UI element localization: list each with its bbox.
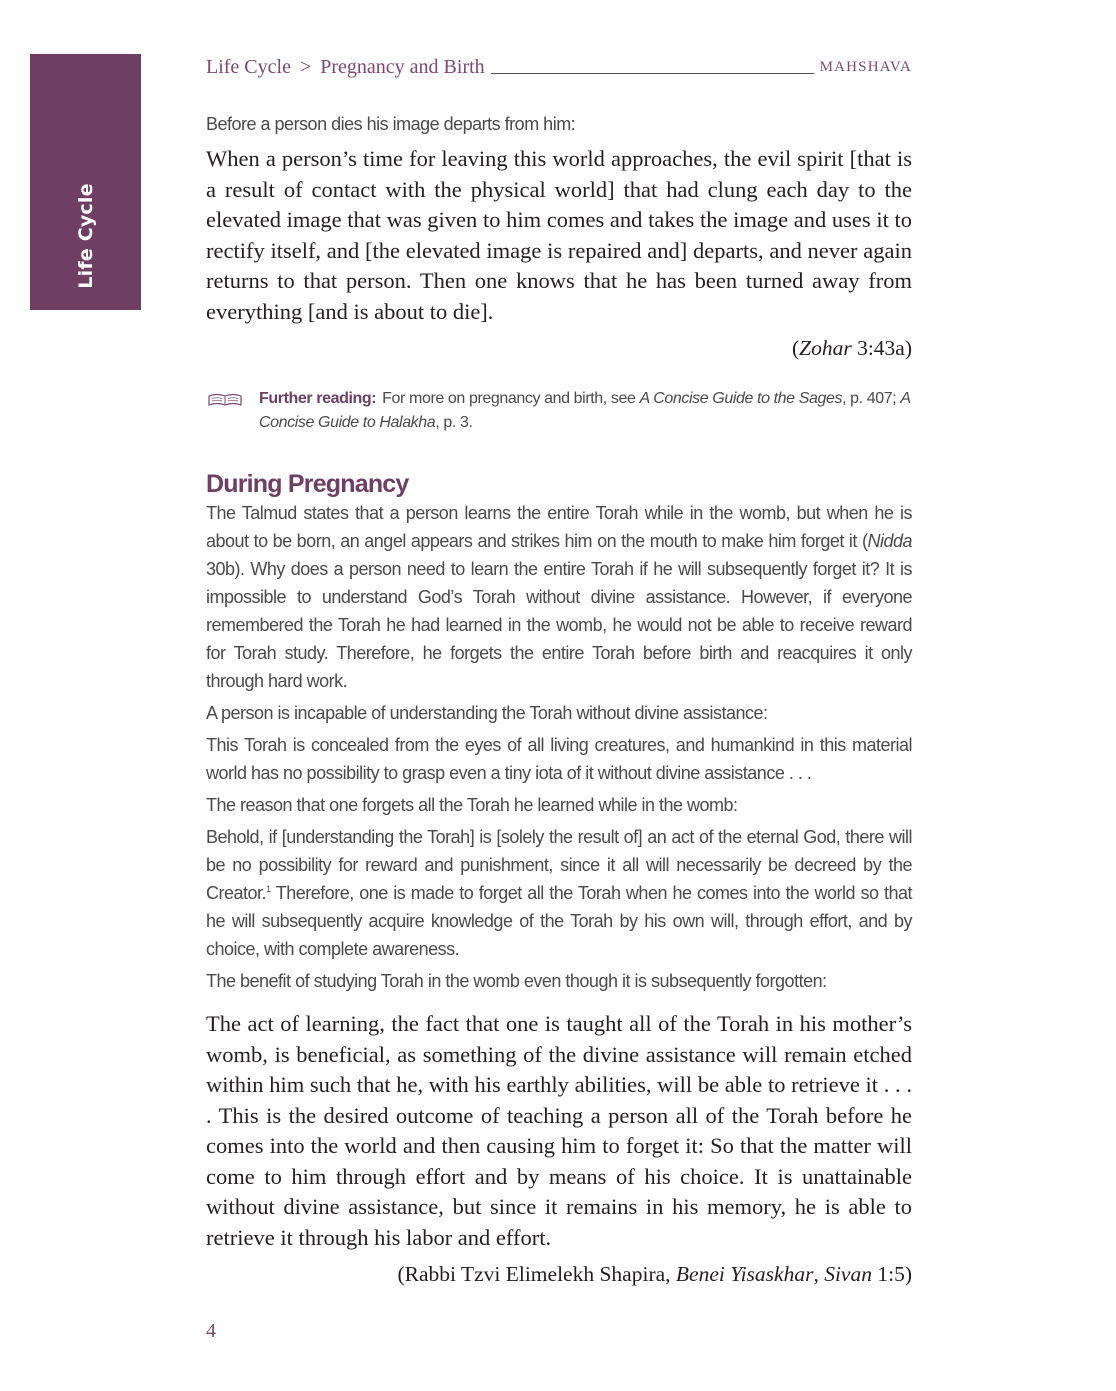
source-author: (Rabbi Tzvi Elimelekh Shapira,	[397, 1262, 676, 1286]
quoted-passage	[206, 823, 912, 963]
source-month: Sivan	[824, 1262, 872, 1286]
intro-text: A person is incapable of understanding the Torah without divine assistance:	[206, 703, 768, 723]
section-label: MAHSHAVA	[819, 59, 912, 75]
intro-text: The reason that one forgets all the Torah he learned while in the womb:	[206, 795, 738, 815]
footnote-marker[interactable]: 1	[266, 884, 271, 894]
breadcrumb	[206, 54, 485, 80]
further-reading-title-a[interactable]: A Concise Guide to the Sages	[639, 390, 843, 407]
running-header	[206, 54, 912, 80]
block-quote: The act of learning, the fact that one is taught all of the Torah in his mother’s womb, is beneficial, as something of the divine assistance will remain etched within him such that he, with his earthly abilities, will be able to retrieve it . . . . This is the desired outcome of teaching a person all of the Torah before he comes into the world and then causing him to forget it: So that the matter will come to him through effort and by means of his choice. It is unattainable without divine assistance, but since it remains in his memory, he is able to retrieve it through his labor and effort.	[206, 1011, 912, 1250]
intro-text: Before a person dies his image departs from him:	[206, 114, 576, 134]
intro-text: The benefit of studying Torah in the womb even though it is subsequently forgotten:	[206, 971, 827, 991]
further-reading	[206, 387, 912, 435]
page-content	[206, 110, 912, 1289]
quote-source	[206, 1259, 912, 1289]
further-reading-text-b: , p. 407;	[842, 390, 901, 407]
page-number: 4	[206, 1320, 216, 1342]
further-reading-label: Further reading:	[259, 390, 377, 407]
source-work: Benei Yisaskhar	[675, 1262, 814, 1286]
breadcrumb-separator: >	[299, 56, 312, 78]
source-open: (	[791, 336, 800, 360]
body-paragraph	[206, 499, 912, 695]
quote-source	[206, 333, 912, 363]
quoted-passage: This Torah is concealed from the eyes of all living creatures, and humankind in this material world has no possibility to grasp even a tiny iota of it without divine assistance . . .	[206, 735, 912, 783]
breadcrumb-item-pregnancy-and-birth[interactable]: Pregnancy and Birth	[320, 56, 485, 78]
citation-nidda: Nidda	[867, 531, 912, 551]
book-icon	[207, 393, 243, 407]
side-tab-label: Life Cycle	[75, 183, 97, 289]
breadcrumb-item-life-cycle[interactable]: Life Cycle	[206, 56, 291, 78]
section-title: During Pregnancy	[206, 470, 409, 498]
side-tab	[30, 54, 141, 310]
quoted-text-a: Behold, if [understanding the Torah] is [solely the result of] an act of the eternal God, there will be no possibility for reward and punishment, since it all will necessarily be decreed by the Creator.	[206, 827, 912, 903]
further-reading-text-c: , p. 3.	[435, 414, 473, 431]
quoted-text-b: Therefore, one is made to forget all the Torah when he comes into the world so that he will subsequently acquire knowledge of the Torah by his own will, through effort, and by choice, with complete awareness.	[206, 883, 912, 959]
further-reading-title-b[interactable]: A Concise Guide to Halakha	[259, 390, 911, 431]
body-text-b: 30b). Why does a person need to learn the entire Torah if he will subsequently forget it? It is impossible to understand God’s Torah without divine assistance. However, if everyone remembered the Torah he had learned in the womb, he would not be able to receive reward for Torah study. Therefore, he forgets the entire Torah before birth and reacquires it only through hard work.	[206, 559, 912, 691]
header-rule	[491, 73, 814, 74]
further-reading-text-a: For more on pregnancy and birth, see	[382, 390, 640, 407]
source-ref: 3:43a)	[851, 336, 912, 360]
source-separator: ,	[813, 1262, 825, 1286]
block-quote: When a person’s time for leaving this world approaches, the evil spirit [that is a result of contact with the physical world] that had clung each day to the elevated image that was given to him comes and takes the image and uses it to rectify itself, and [the elevated image is repaired and] departs, and never again returns to that person. Then one knows that he has been turned away from everything [and is about to die].	[206, 146, 912, 324]
body-text-a: The Talmud states that a person learns the entire Torah while in the womb, but when he is about to be born, an angel appears and strikes him on the mouth to make him forget it (	[206, 503, 912, 551]
source-ref: 1:5)	[871, 1262, 912, 1286]
source-work: Zohar	[799, 336, 852, 360]
